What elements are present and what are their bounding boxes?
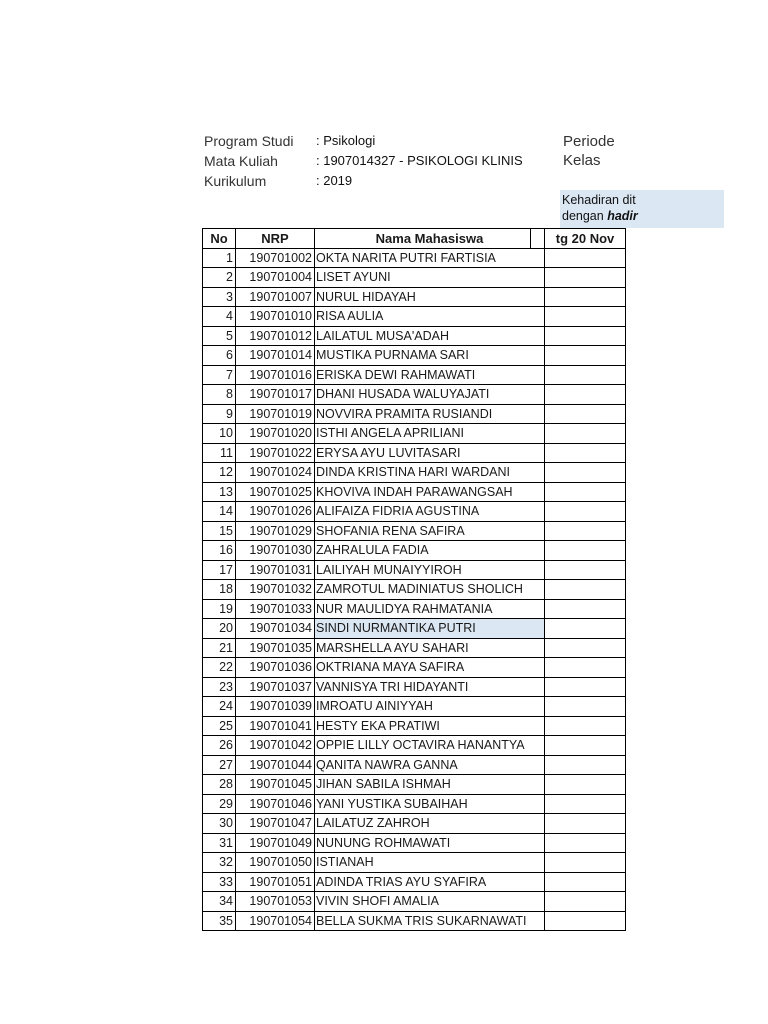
row-no-cell[interactable]: 15 [203,521,236,541]
row-nrp-cell[interactable]: 190701044 [236,755,315,775]
row-attendance-cell[interactable] [545,248,626,268]
periode-label: Periode [563,133,615,150]
row-attendance-cell[interactable] [545,385,626,405]
row-no-cell[interactable]: 17 [203,560,236,580]
row-nama-cell[interactable]: DINDA KRISTINA HARI WARDANI [315,463,545,483]
row-nrp-cell[interactable]: 190701004 [236,268,315,288]
row-attendance-cell[interactable] [545,424,626,444]
row-nrp-cell[interactable]: 190701022 [236,443,315,463]
row-attendance-cell[interactable] [545,541,626,561]
table-row[interactable] [203,619,626,639]
kurikulum-value: : 2019 [316,173,353,188]
col-nrp-header: NRP [236,229,315,249]
table-row[interactable] [203,599,626,619]
row-attendance-cell[interactable] [545,404,626,424]
row-attendance-cell[interactable] [545,833,626,853]
row-no-cell[interactable]: 26 [203,736,236,756]
row-nama-cell[interactable]: HESTY EKA PRATIWI [315,716,545,736]
row-nrp-cell[interactable]: 190701002 [236,248,315,268]
row-nrp-cell[interactable]: 190701049 [236,833,315,853]
row-nama-cell[interactable]: VANNISYA TRI HIDAYANTI [315,677,545,697]
table-row[interactable] [203,404,626,424]
row-no-cell[interactable]: 9 [203,404,236,424]
kurikulum-label: Kurikulum [204,173,267,189]
col-nama-header: Nama Mahasiswa [315,229,545,249]
row-no-cell[interactable]: 22 [203,658,236,678]
row-nama-cell[interactable]: LAILATUL MUSA'ADAH [315,326,545,346]
row-attendance-cell[interactable] [545,268,626,288]
row-no-cell[interactable]: 14 [203,502,236,522]
table-row[interactable] [203,658,626,678]
row-nama-cell[interactable]: ISTHI ANGELA APRILIANI [315,424,545,444]
row-attendance-cell[interactable] [545,892,626,912]
row-nrp-cell[interactable]: 190701053 [236,892,315,912]
row-attendance-cell[interactable] [545,697,626,717]
row-nama-cell[interactable]: ZAMROTUL MADINIATUS SHOLICH [315,580,545,600]
row-nama-cell[interactable]: SINDI NURMANTIKA PUTRI [315,619,545,639]
row-no-cell[interactable]: 21 [203,638,236,658]
row-nrp-cell[interactable]: 190701020 [236,424,315,444]
table-row[interactable] [203,287,626,307]
row-nrp-cell[interactable]: 190701031 [236,560,315,580]
table-body [203,248,626,931]
row-no-cell[interactable]: 34 [203,892,236,912]
row-attendance-cell[interactable] [545,814,626,834]
row-nrp-cell[interactable]: 190701047 [236,814,315,834]
row-nama-cell[interactable]: ERYSA AYU LUVITASARI [315,443,545,463]
row-nama-cell[interactable]: SHOFANIA RENA SAFIRA [315,521,545,541]
row-nrp-cell[interactable]: 190701017 [236,385,315,405]
row-attendance-cell[interactable] [545,287,626,307]
row-attendance-cell[interactable] [545,482,626,502]
program-studi-label: Program Studi [204,133,294,149]
row-no-cell[interactable]: 13 [203,482,236,502]
row-no-cell[interactable]: 7 [203,365,236,385]
row-nama-cell[interactable]: ISTIANAH [315,853,545,873]
table-row[interactable] [203,833,626,853]
row-nama-cell[interactable]: DHANI HUSADA WALUYAJATI [315,385,545,405]
row-nrp-cell[interactable]: 190701036 [236,658,315,678]
row-nrp-cell[interactable]: 190701034 [236,619,315,639]
row-attendance-cell[interactable] [545,365,626,385]
row-nama-cell[interactable]: OPPIE LILLY OCTAVIRA HANANTYA [315,736,545,756]
table-row[interactable] [203,677,626,697]
mata-kuliah-value: : 1907014327 - PSIKOLOGI KLINIS [316,153,523,168]
row-nrp-cell[interactable]: 190701029 [236,521,315,541]
row-no-cell[interactable]: 31 [203,833,236,853]
row-nama-cell[interactable]: LAILATUZ ZAHROH [315,814,545,834]
table-row[interactable] [203,775,626,795]
row-no-cell[interactable]: 33 [203,872,236,892]
row-no-cell[interactable]: 18 [203,580,236,600]
row-no-cell[interactable]: 24 [203,697,236,717]
row-nrp-cell[interactable]: 190701046 [236,794,315,814]
row-attendance-cell[interactable] [545,911,626,931]
table-row[interactable] [203,424,626,444]
col-no-header: No [203,229,236,249]
table-row[interactable] [203,560,626,580]
row-nama-cell[interactable]: NOVVIRA PRAMITA RUSIANDI [315,404,545,424]
row-nrp-cell[interactable]: 190701025 [236,482,315,502]
table-row[interactable] [203,794,626,814]
row-nrp-cell[interactable]: 190701037 [236,677,315,697]
row-nama-cell[interactable]: LAILIYAH MUNAIYYIROH [315,560,545,580]
row-attendance-cell[interactable] [545,307,626,327]
row-no-cell[interactable]: 32 [203,853,236,873]
row-attendance-cell[interactable] [545,521,626,541]
table-row[interactable] [203,326,626,346]
row-no-cell[interactable]: 10 [203,424,236,444]
table-row[interactable] [203,736,626,756]
table-row[interactable] [203,638,626,658]
row-nama-cell[interactable]: KHOVIVA INDAH PARAWANGSAH [315,482,545,502]
row-attendance-cell[interactable] [545,736,626,756]
row-no-cell[interactable]: 12 [203,463,236,483]
table-row[interactable] [203,872,626,892]
row-nrp-cell[interactable]: 190701039 [236,697,315,717]
row-no-cell[interactable]: 35 [203,911,236,931]
row-no-cell[interactable]: 23 [203,677,236,697]
row-nama-cell[interactable]: VIVIN SHOFI AMALIA [315,892,545,912]
row-attendance-cell[interactable] [545,794,626,814]
table-row[interactable] [203,521,626,541]
row-nama-cell[interactable]: LISET AYUNI [315,268,545,288]
row-nama-cell[interactable]: IMROATU AINIYYAH [315,697,545,717]
row-attendance-cell[interactable] [545,619,626,639]
row-nama-cell[interactable]: ZAHRALULA FADIA [315,541,545,561]
row-attendance-cell[interactable] [545,346,626,366]
row-attendance-cell[interactable] [545,638,626,658]
table-row[interactable] [203,716,626,736]
attendance-note [560,190,724,228]
note-line-1: Kehadiran dit [562,193,636,207]
row-no-cell[interactable]: 16 [203,541,236,561]
row-nama-cell[interactable]: OKTRIANA MAYA SAFIRA [315,658,545,678]
row-nrp-cell[interactable]: 190701051 [236,872,315,892]
row-nrp-cell[interactable]: 190701010 [236,307,315,327]
kelas-label: Kelas [563,152,601,169]
row-nama-cell[interactable]: BELLA SUKMA TRIS SUKARNAWATI [315,911,545,931]
table-row[interactable] [203,814,626,834]
row-nama-cell[interactable]: NUR MAULIDYA RAHMATANIA [315,599,545,619]
row-attendance-cell[interactable] [545,463,626,483]
row-nrp-cell[interactable]: 190701032 [236,580,315,600]
table-header-row [203,229,626,249]
row-nrp-cell[interactable]: 190701016 [236,365,315,385]
row-no-cell[interactable]: 27 [203,755,236,775]
row-attendance-cell[interactable] [545,326,626,346]
row-attendance-cell[interactable] [545,599,626,619]
row-attendance-cell[interactable] [545,502,626,522]
row-nama-cell[interactable]: ADINDA TRIAS AYU SYAFIRA [315,872,545,892]
table-row[interactable] [203,307,626,327]
program-studi-value: : Psikologi [316,133,376,148]
row-nrp-cell[interactable]: 190701026 [236,502,315,522]
row-nama-cell[interactable]: MARSHELLA AYU SAHARI [315,638,545,658]
row-no-cell[interactable]: 25 [203,716,236,736]
row-no-cell[interactable]: 11 [203,443,236,463]
mata-kuliah-label: Mata Kuliah [204,153,278,169]
table-row[interactable] [203,541,626,561]
table-row[interactable] [203,365,626,385]
row-nama-cell[interactable]: YANI YUSTIKA SUBAIHAH [315,794,545,814]
row-nrp-cell[interactable]: 190701019 [236,404,315,424]
row-nrp-cell[interactable]: 190701007 [236,287,315,307]
row-attendance-cell[interactable] [545,560,626,580]
row-nrp-cell[interactable]: 190701024 [236,463,315,483]
table-row[interactable] [203,697,626,717]
row-nama-cell[interactable]: QANITA NAWRA GANNA [315,755,545,775]
row-no-cell[interactable]: 2 [203,268,236,288]
row-no-cell[interactable]: 5 [203,326,236,346]
table-row[interactable] [203,443,626,463]
row-nama-cell[interactable]: RISA AULIA [315,307,545,327]
row-nrp-cell[interactable]: 190701012 [236,326,315,346]
row-nama-cell[interactable]: NUNUNG ROHMAWATI [315,833,545,853]
attendance-table [202,228,626,931]
table-row[interactable] [203,346,626,366]
row-nama-cell[interactable]: ERISKA DEWI RAHMAWATI [315,365,545,385]
row-nrp-cell[interactable]: 190701035 [236,638,315,658]
row-nrp-cell[interactable]: 190701014 [236,346,315,366]
table-row[interactable] [203,248,626,268]
row-attendance-cell[interactable] [545,775,626,795]
table-row[interactable] [203,268,626,288]
row-nama-cell[interactable]: JIHAN SABILA ISHMAH [315,775,545,795]
row-no-cell[interactable]: 30 [203,814,236,834]
row-no-cell[interactable]: 28 [203,775,236,795]
row-attendance-cell[interactable] [545,872,626,892]
row-nama-cell[interactable]: MUSTIKA PURNAMA SARI [315,346,545,366]
row-no-cell[interactable]: 29 [203,794,236,814]
row-nrp-cell[interactable]: 190701033 [236,599,315,619]
row-no-cell[interactable]: 3 [203,287,236,307]
note-emphasis: hadir [607,209,638,223]
row-nrp-cell[interactable]: 190701054 [236,911,315,931]
row-attendance-cell[interactable] [545,443,626,463]
row-nama-cell[interactable]: NURUL HIDAYAH [315,287,545,307]
row-nrp-cell[interactable]: 190701041 [236,716,315,736]
table-row[interactable] [203,892,626,912]
row-no-cell[interactable]: 19 [203,599,236,619]
table-row[interactable] [203,853,626,873]
row-attendance-cell[interactable] [545,677,626,697]
row-attendance-cell[interactable] [545,658,626,678]
note-line-2: dengan hadir [562,209,638,223]
table-row[interactable] [203,911,626,931]
row-attendance-cell[interactable] [545,755,626,775]
row-nama-cell[interactable]: ALIFAIZA FIDRIA AGUSTINA [315,502,545,522]
row-attendance-cell[interactable] [545,716,626,736]
table-row[interactable] [203,502,626,522]
row-no-cell[interactable]: 1 [203,248,236,268]
table-row[interactable] [203,385,626,405]
row-nrp-cell[interactable]: 190701030 [236,541,315,561]
table-row[interactable] [203,755,626,775]
col-tg-header: tg 20 Nov [545,229,626,249]
row-no-cell[interactable]: 8 [203,385,236,405]
row-nrp-cell[interactable]: 190701045 [236,775,315,795]
table-row[interactable] [203,463,626,483]
table-row[interactable] [203,580,626,600]
row-nrp-cell[interactable]: 190701050 [236,853,315,873]
row-attendance-cell[interactable] [545,853,626,873]
row-no-cell[interactable]: 6 [203,346,236,366]
row-no-cell[interactable]: 20 [203,619,236,639]
row-nama-cell[interactable]: OKTA NARITA PUTRI FARTISIA [315,248,545,268]
row-no-cell[interactable]: 4 [203,307,236,327]
row-attendance-cell[interactable] [545,580,626,600]
row-nrp-cell[interactable]: 190701042 [236,736,315,756]
table-row[interactable] [203,482,626,502]
